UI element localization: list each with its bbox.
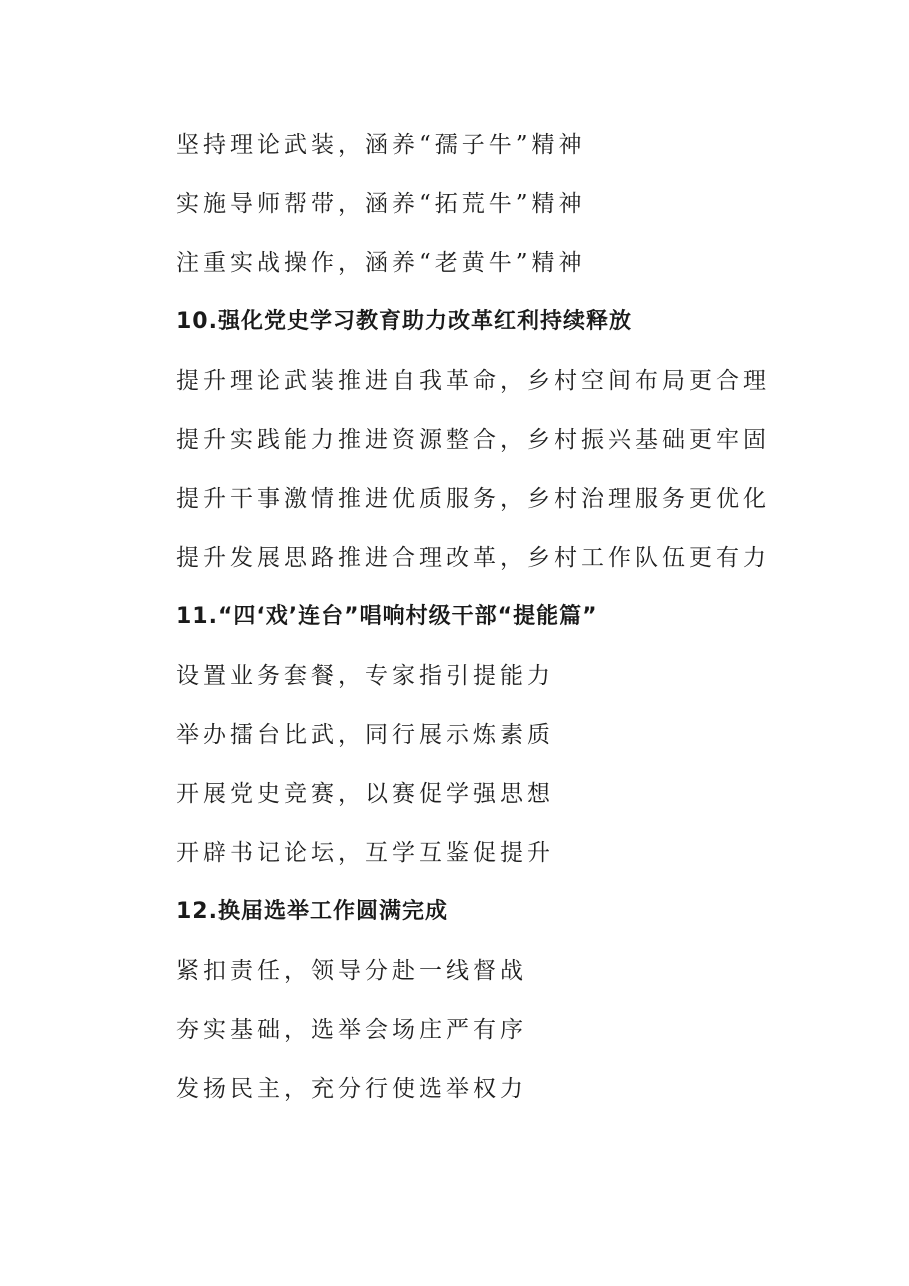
list-item: 开展党史竞赛，以赛促学强思想 — [176, 781, 554, 807]
section-heading: 10.强化党史学习教育助力改革红利持续释放 — [176, 309, 632, 334]
section-heading: 11.“四‘戏’连台”唱响村级干部“提能篇” — [176, 604, 598, 629]
list-item: 举办擂台比武，同行展示炼素质 — [176, 722, 554, 748]
list-item: 实施导师帮带，涵养“拓荒牛”精神 — [176, 191, 586, 217]
list-item: 提升发展思路推进合理改革，乡村工作队伍更有力 — [176, 545, 770, 571]
section-heading: 12.换届选举工作圆满完成 — [176, 899, 448, 924]
list-item: 提升干事激情推进优质服务，乡村治理服务更优化 — [176, 486, 770, 512]
list-item: 开辟书记论坛，互学互鉴促提升 — [176, 840, 554, 866]
list-item: 提升理论武装推进自我革命，乡村空间布局更合理 — [176, 368, 770, 394]
list-item: 紧扣责任，领导分赴一线督战 — [176, 958, 527, 984]
list-item: 注重实战操作，涵养“老黄牛”精神 — [176, 250, 586, 276]
list-item: 提升实践能力推进资源整合，乡村振兴基础更牢固 — [176, 427, 770, 453]
list-item: 夯实基础，选举会场庄严有序 — [176, 1017, 527, 1043]
document-body — [176, 122, 856, 1125]
list-item: 设置业务套餐，专家指引提能力 — [176, 663, 554, 689]
list-item: 坚持理论武装，涵养“孺子牛”精神 — [176, 132, 586, 158]
list-item: 发扬民主，充分行使选举权力 — [176, 1076, 527, 1102]
